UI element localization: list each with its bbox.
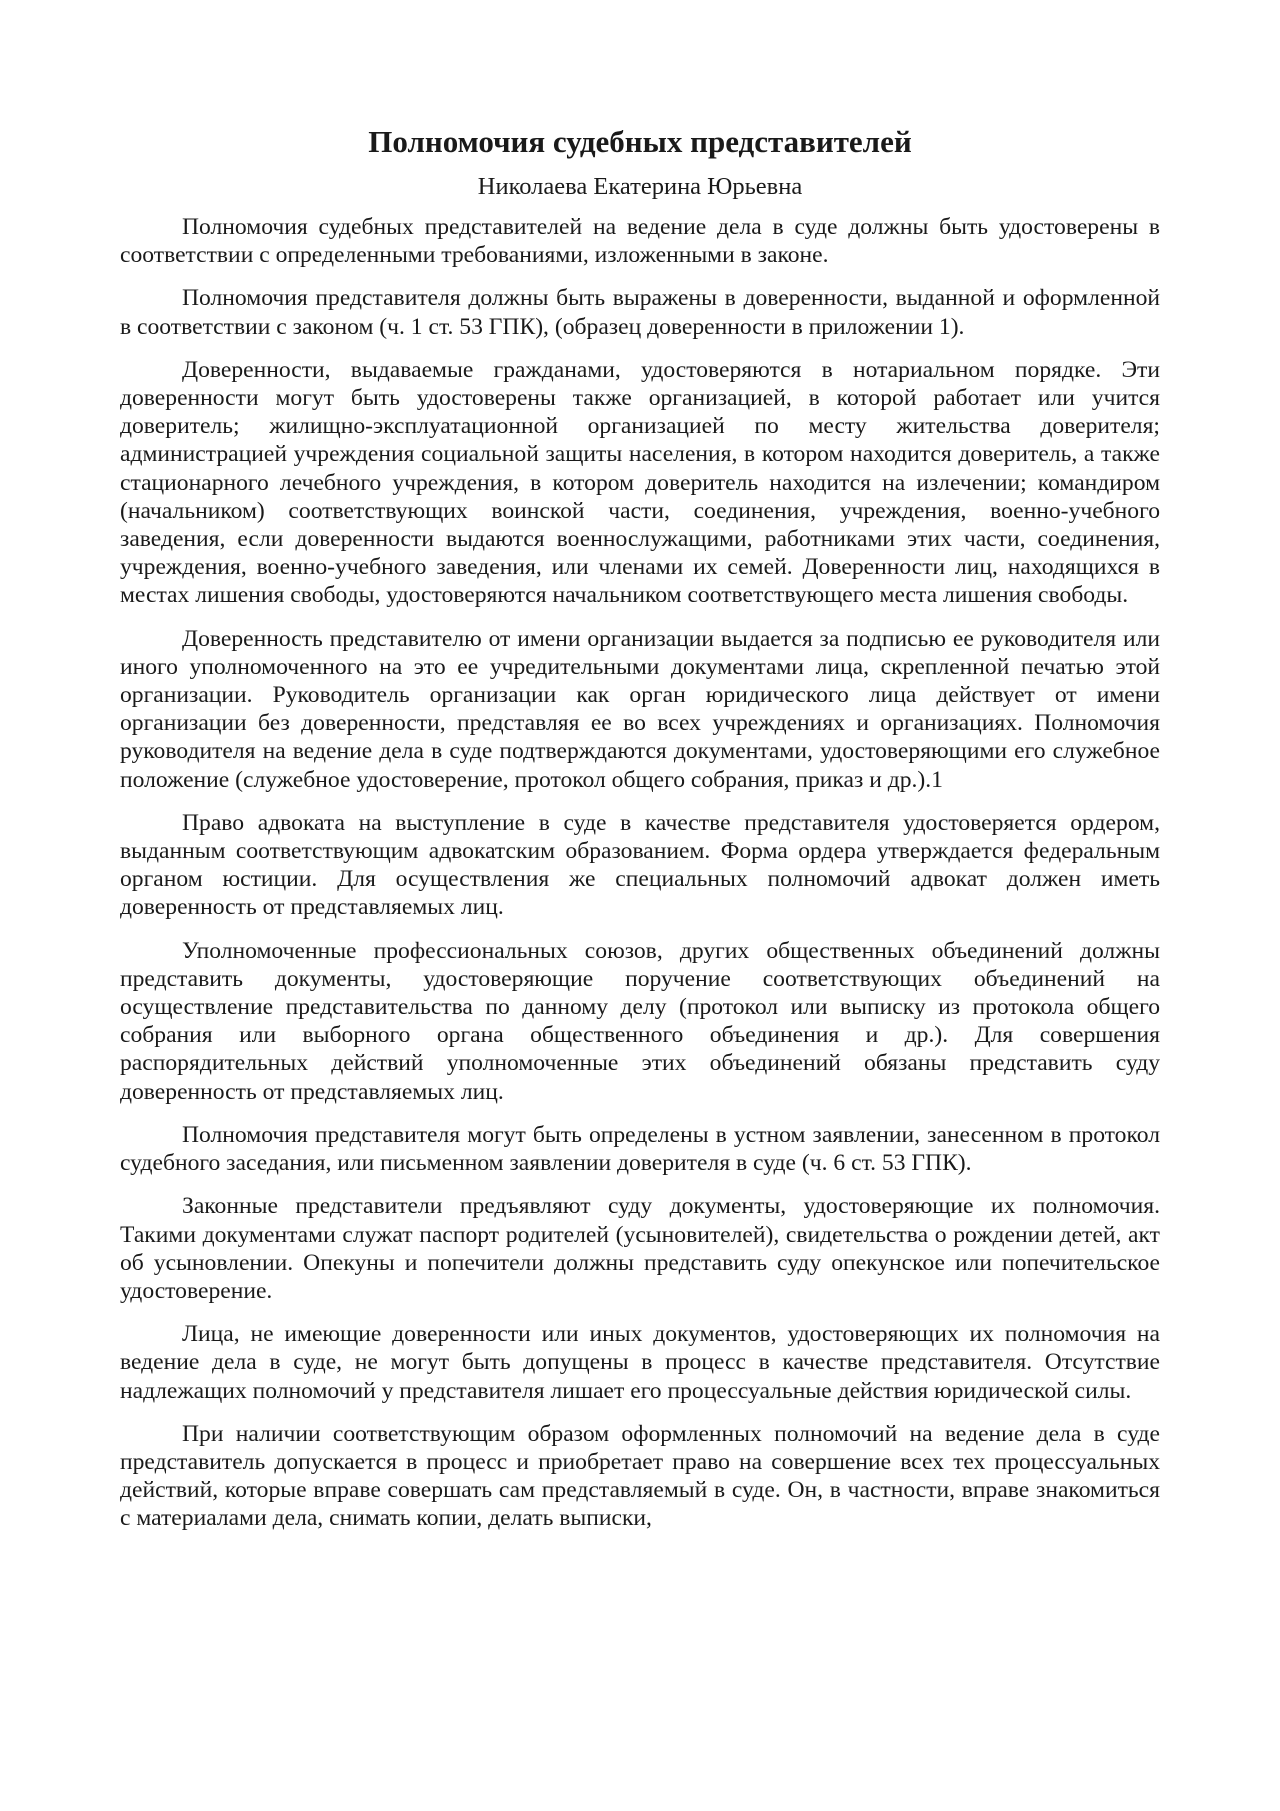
paragraph: Лица, не имеющие доверенности или иных документов, удостоверяющих их полномочия на ведение дела в суде, не могут быть допущены в процесс в качестве представителя. Отсутствие надлежащих полномочий у представителя лишает его процессуальные действия юридической силы.: [120, 1321, 1160, 1404]
paragraph: Право адвоката на выступление в суде в качестве представителя удостоверяется ордером, выданным соответствующим адвокатским образованием. Форма ордера утверждается федеральным органом юстиции. Для осуществления же специальных полномочий адвокат должен иметь доверенность от представляемых лиц.: [120, 809, 1160, 921]
document-page: [120, 118, 1160, 1548]
paragraph: Полномочия представителя могут быть определены в устном заявлении, занесенном в протокол судебного заседания, или письменном заявлении доверителя в суде (ч. 6 ст. 53 ГПК).: [120, 1121, 1160, 1177]
document-title: Полномочия судебных представителей: [368, 124, 912, 159]
paragraph: Полномочия судебных представителей на ведение дела в суде должны быть удостоверены в соответствии с определенными требованиями, изложенными в законе.: [120, 214, 1160, 269]
paragraph: Доверенность представителю от имени организации выдается за подписью ее руководителя или иного уполномоченного на это ее учредительными документами лица, скрепленной печатью этой организации. Руководитель организации как орган юридического лица действует от имени организации без доверенности, представляя ее во всех учреждениях и организациях. Полномочия руководителя на ведение дела в суде подтверждаются документами, удостоверяющими его служебное положение (служебное удостоверение, протокол общего собрания, приказ и др.).1: [120, 625, 1160, 793]
paragraph: Законные представители предъявляют суду документы, удостоверяющие их полномочия. Такими документами служат паспорт родителей (усыновителей), свидетельства о рождении детей, акт об усыновлении. Опекуны и попечители должны представить суду опекунское или попечительское удостоверение.: [120, 1193, 1160, 1304]
paragraph: Доверенности, выдаваемые гражданами, удостоверяются в нотариальном порядке. Эти доверенности могут быть удостоверены также организацией, в которой работает или учится доверитель; жилищно-эксплуатационной организацией по месту жительства доверителя; администрацией учреждения социальной защиты населения, в котором находится доверитель, а также стационарного лечебного учреждения, в котором доверитель находится на излечении; командиром (начальником) соответствующих воинской части, соединения, учреждения, военно-учебного заведения, если доверенности выдаются военнослужащими, работниками этих части, соединения, учреждения, военно-учебного заведения, или членами их семей. Доверенности лиц, находящихся в местах лишения свободы, удостоверяются начальником соответствующего места лишения свободы.: [120, 356, 1160, 609]
paragraph: При наличии соответствующим образом оформленных полномочий на ведение дела в суде представитель допускается в процесс и приобретает право на совершение всех тех процессуальных действий, которые вправе совершать сам представляемый в суде. Он, в частности, вправе знакомиться с материалами дела, снимать копии, делать выписки,: [120, 1420, 1160, 1532]
paragraph: Полномочия представителя должны быть выражены в доверенности, выданной и оформленной в соответствии с законом (ч. 1 ст. 53 ГПК), (образец доверенности в приложении 1).: [120, 285, 1160, 340]
document-author: Николаева Екатерина Юрьевна: [477, 173, 803, 200]
paragraph: Уполномоченные профессиональных союзов, других общественных объединений должны представить документы, удостоверяющие поручение соответствующих объединений на осуществление представительства по данному делу (протокол или выписку из протокола общего собрания или выборного органа общественного объединения и др.). Для совершения распорядительных действий уполномоченные этих объединений обязаны представить суду доверенность от представляемых лиц.: [120, 937, 1160, 1105]
